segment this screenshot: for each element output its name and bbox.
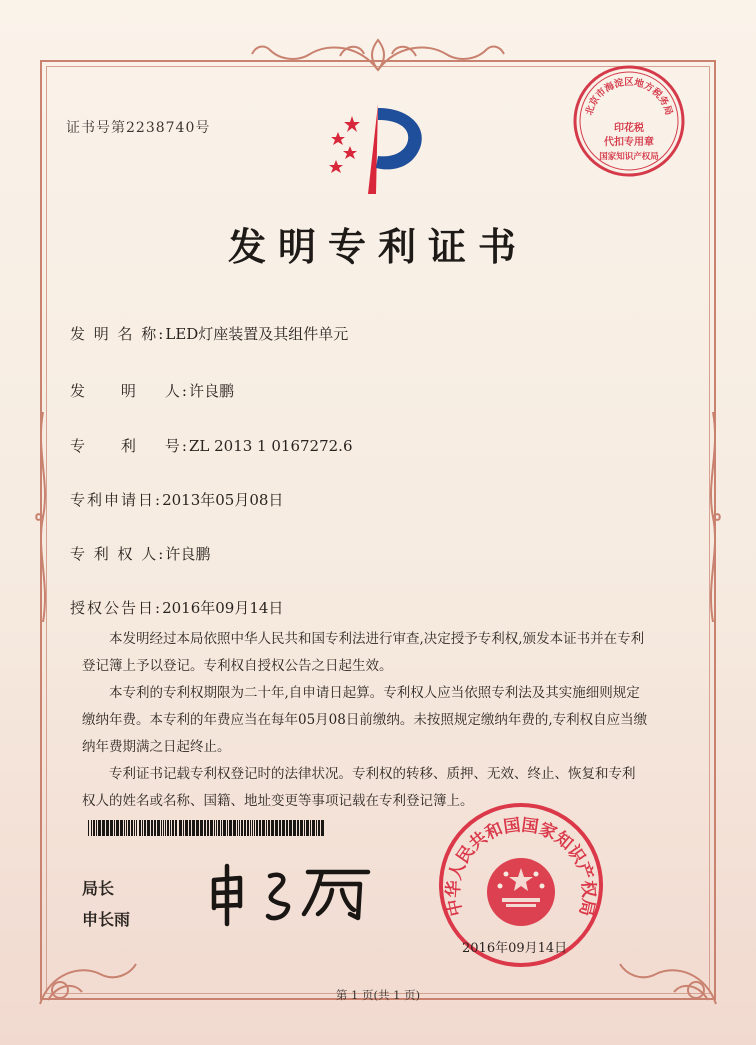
barcode-bar xyxy=(136,820,137,836)
barcode-bar xyxy=(161,820,162,836)
barcode-bar xyxy=(237,820,238,836)
barcode-bar xyxy=(131,820,133,836)
bottom-right-ornament xyxy=(616,944,726,1014)
field-invention-name xyxy=(70,323,348,344)
barcode-bar xyxy=(241,820,243,836)
field-value: 2013年05月08日 xyxy=(162,491,284,509)
barcode-bar xyxy=(98,820,101,836)
barcode-bar xyxy=(252,820,253,836)
left-ornament xyxy=(34,412,52,622)
seal-text: 中华人民共和国国家知识产权局 xyxy=(443,815,599,918)
barcode-bar xyxy=(175,820,177,836)
barcode-bar xyxy=(210,820,213,836)
barcode-bar xyxy=(157,820,160,836)
barcode-bar xyxy=(102,820,105,836)
barcode-bar xyxy=(221,820,222,836)
issue-date: 2016年09月14日 xyxy=(462,941,568,956)
barcode-bar xyxy=(286,820,288,836)
barcode-bar xyxy=(163,820,164,836)
body-paragraph-1: 本发明经过本局依照中华人民共和国专利法进行审查,决定授予专利权,颁发本证书并在专利登记簿上予以登记。专利权自授权公告之日起生效。 xyxy=(82,631,645,674)
barcode-bar xyxy=(259,820,261,836)
barcode-bar xyxy=(279,820,281,836)
barcode-bar xyxy=(266,820,267,836)
field-patent-number xyxy=(70,435,353,456)
barcode-bar xyxy=(165,820,166,836)
field-label: 发 明 名 称: xyxy=(70,325,166,343)
barcode-bar xyxy=(128,820,130,836)
barcode-bar xyxy=(179,820,182,836)
barcode-bar xyxy=(275,820,278,836)
barcode-bar xyxy=(271,820,274,836)
barcode-bar xyxy=(192,820,195,836)
top-ornament xyxy=(250,36,506,76)
barcode-bar xyxy=(204,820,206,836)
barcode-bar xyxy=(170,820,171,836)
barcode-bar xyxy=(262,820,265,836)
barcode-bar xyxy=(227,820,228,836)
barcode-bar xyxy=(312,820,315,836)
field-label: 授权公告日: xyxy=(70,599,163,617)
barcode-bar xyxy=(154,820,156,836)
certificate-title: 发明专利证书 xyxy=(227,224,528,269)
barcode-bar xyxy=(120,820,123,836)
barcode-bar xyxy=(304,820,305,836)
cnipa-logo xyxy=(312,98,430,198)
barcode-bar xyxy=(310,820,311,836)
barcode-bar xyxy=(172,820,174,836)
barcode-bar xyxy=(247,820,249,836)
stamp-outer-text: 北京市海淀区地方税务局 xyxy=(583,77,675,117)
barcode-bar xyxy=(244,820,246,836)
barcode-bar xyxy=(216,820,217,836)
field-grant-date xyxy=(70,597,283,618)
barcode-bar xyxy=(196,820,199,836)
barcode-bar xyxy=(124,820,125,836)
field-value: ZL 2013 1 0167272.6 xyxy=(188,437,353,455)
barcode-bar xyxy=(147,820,150,836)
stamp-line-2: 代扣专用章 xyxy=(604,137,654,148)
barcode-bar xyxy=(318,820,320,836)
barcode-bar xyxy=(167,820,169,836)
barcode-bar xyxy=(254,820,255,836)
barcode-bar xyxy=(233,820,236,836)
right-ornament xyxy=(704,412,722,622)
field-value: 2016年09月14日 xyxy=(162,599,284,617)
field-patentee xyxy=(70,543,210,564)
stamp-line-3: 国家知识产权局 xyxy=(599,152,659,162)
field-value: LED灯座装置及其组件单元 xyxy=(165,325,349,343)
barcode-bar xyxy=(126,820,127,836)
page-number: 第 1 页(共 1 页) xyxy=(335,988,421,1002)
barcode-bar xyxy=(239,820,240,836)
field-label: 专 利 权 人: xyxy=(70,545,166,563)
barcode-bar xyxy=(144,820,146,836)
barcode-bar xyxy=(151,820,153,836)
bottom-left-ornament xyxy=(30,944,140,1014)
director-name: 申长雨 xyxy=(82,910,131,929)
barcode-bar xyxy=(289,820,292,836)
director-title: 局长 xyxy=(82,879,115,898)
barcode-bar xyxy=(229,820,232,836)
barcode-bar xyxy=(256,820,258,836)
field-label: 发 明 人: xyxy=(70,382,189,400)
barcode-bar xyxy=(282,820,285,836)
barcode-bar xyxy=(134,820,135,836)
barcode-bar xyxy=(106,820,109,836)
field-value: 许良鹏 xyxy=(188,382,234,400)
barcode-bar xyxy=(306,820,309,836)
certificate-number: 证书号第2238740号 xyxy=(66,120,211,136)
barcode-bar xyxy=(189,820,191,836)
barcode-bar xyxy=(110,820,113,836)
barcode-bar xyxy=(183,820,184,836)
barcode-bar xyxy=(293,820,296,836)
barcode-bar xyxy=(207,820,209,836)
certificate-body xyxy=(82,626,648,815)
barcode-bar xyxy=(218,820,220,836)
barcode-bar xyxy=(93,820,95,836)
stamp-duty-seal xyxy=(569,61,689,181)
inner-border xyxy=(46,66,710,994)
barcode-bar xyxy=(114,820,115,836)
barcode-bar xyxy=(214,820,215,836)
barcode xyxy=(88,820,326,836)
barcode-bar xyxy=(316,820,317,836)
barcode-bar xyxy=(223,820,226,836)
svg-text:北京市海淀区地方税务局 xyxy=(583,76,675,117)
barcode-bar xyxy=(297,820,299,836)
barcode-bar xyxy=(116,820,119,836)
barcode-bar xyxy=(250,820,251,836)
barcode-bar xyxy=(185,820,188,836)
barcode-bar xyxy=(142,820,143,836)
barcode-bar xyxy=(300,820,303,836)
director-signature xyxy=(200,858,380,928)
body-paragraph-3: 专利证书记载专利权登记时的法律状况。专利权的转移、质押、无效、终止、恢复和专利权人的姓名或名称、国籍、地址变更等事项记载在专利登记簿上。 xyxy=(82,766,636,809)
barcode-bar xyxy=(321,820,324,836)
field-value: 许良鹏 xyxy=(165,545,211,563)
barcode-bar xyxy=(88,820,89,836)
barcode-bar xyxy=(200,820,203,836)
field-label: 专 利 号: xyxy=(70,437,189,455)
body-paragraph-2: 本专利的专利权期限为二十年,自申请日起算。专利权人应当依照专利法及其实施细则规定缴纳年费。本专利的年费应当在每年05月08日前缴纳。未按照规定缴纳年费的,专利权自应当缴纳年费期满之日起终止。 xyxy=(82,685,648,755)
field-label: 专利申请日: xyxy=(70,491,163,509)
field-application-date xyxy=(70,489,283,510)
barcode-bar xyxy=(96,820,97,836)
stamp-line-1: 印花税 xyxy=(614,123,644,134)
barcode-bar xyxy=(268,820,270,836)
barcode-bar xyxy=(91,820,92,836)
barcode-bar xyxy=(139,820,141,836)
field-inventor xyxy=(70,380,234,401)
